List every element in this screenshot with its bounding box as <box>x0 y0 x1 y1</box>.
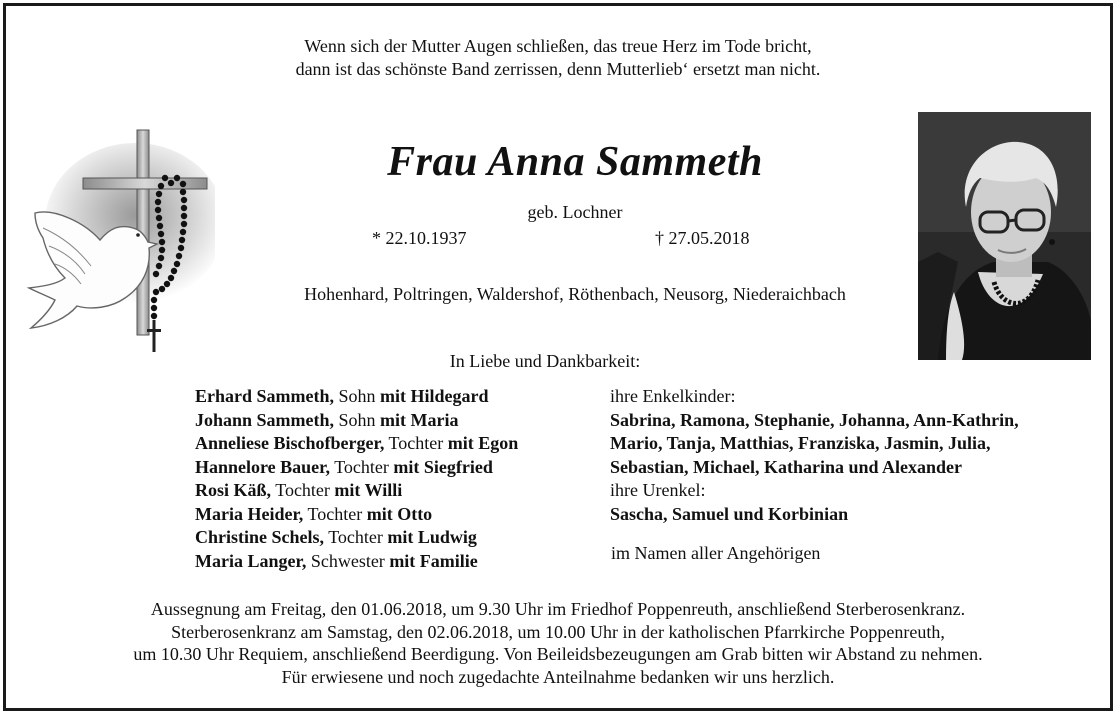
family-relation: Sohn <box>334 386 381 406</box>
grandchildren-line-1 <box>610 409 1019 433</box>
family-name: Hannelore Bauer, <box>195 456 331 477</box>
service-line-4: Für erwiesene und noch zugedachte Anteilnahme bedanken wir uns herzlich. <box>281 666 835 687</box>
list-item <box>195 526 518 550</box>
family-partner: mit Willi <box>334 480 403 500</box>
family-partner: mit Ludwig <box>387 527 477 547</box>
family-relation: Tochter <box>330 456 394 477</box>
motto <box>0 35 1116 81</box>
grandchildren-names: Sabrina, Ramona, Stephanie, Johanna, Ann-Kathrin, <box>610 409 1019 430</box>
grandchildren-names: Sebastian, Michael, Katharina und Alexander <box>610 456 963 477</box>
mourners-intro: In Liebe und Dankbarkeit: <box>449 351 641 371</box>
portrait-photo <box>918 112 1091 360</box>
grandchildren-line-3 <box>610 456 1019 480</box>
family-relation: Tochter <box>271 480 335 500</box>
family-name: Rosi Käß, <box>195 480 272 500</box>
grandchildren-line-2 <box>610 432 1019 456</box>
greatgrandchildren-names: Sascha, Samuel und Korbinian <box>610 503 849 524</box>
list-item <box>195 550 518 574</box>
list-item <box>195 432 518 456</box>
family-list <box>195 385 518 573</box>
family-partner: mit Hildegard <box>380 386 489 406</box>
service-line-1: Aussegnung am Freitag, den 01.06.2018, um 9.30 Uhr im Friedhof Poppenreuth, anschließend Sterberosenkranz. <box>150 599 966 619</box>
list-item <box>195 479 518 503</box>
family-partner: mit Familie <box>389 550 478 571</box>
list-item <box>195 409 518 433</box>
closing-note: im Namen aller Angehörigen <box>611 543 821 563</box>
maiden-name: geb. Lochner <box>527 202 623 222</box>
grandchildren-list <box>610 385 1019 526</box>
grandchildren-names: Mario, Tanja, Matthias, Franziska, Jasmin, Julia, <box>610 433 991 453</box>
deceased-name: Frau Anna Sammeth <box>387 139 763 185</box>
motto-line-1: Wenn sich der Mutter Augen schließen, das treue Herz im Tode bricht, <box>304 36 812 56</box>
family-relation: Schwester <box>306 550 390 571</box>
grandchildren-label: ihre Enkelkinder: <box>610 386 736 406</box>
places-of-life: Hohenhard, Poltringen, Waldershof, Röthenbach, Neusorg, Niederaichbach <box>304 284 846 304</box>
family-partner: mit Siegfried <box>393 456 493 477</box>
family-name: Anneliese Bischofberger, <box>195 433 385 453</box>
motto-line-2: dann ist das schönste Band zerrissen, denn Mutterlieb‘ ersetzt man nicht. <box>295 59 821 79</box>
service-line-2: Sterberosenkranz am Samstag, den 02.06.2018, um 10.00 Uhr in der katholischen Pfarrkirche Poppenreuth, <box>171 621 945 642</box>
family-relation: Tochter <box>384 433 448 453</box>
list-item <box>195 503 518 527</box>
list-item <box>195 456 518 480</box>
family-name: Erhard Sammeth, <box>195 386 334 406</box>
family-relation: Sohn <box>334 409 381 430</box>
dove-cross-rosary-icon <box>25 128 215 358</box>
family-partner: mit Egon <box>447 433 519 453</box>
greatgrandchildren-line <box>610 503 1019 527</box>
family-relation: Tochter <box>324 527 388 547</box>
family-partner: mit Otto <box>366 503 433 524</box>
family-partner: mit Maria <box>380 409 459 430</box>
family-name: Maria Heider, <box>195 503 304 524</box>
death-date: † 27.05.2018 <box>655 228 750 248</box>
birth-date: * 22.10.1937 <box>372 228 467 248</box>
list-item <box>195 385 518 409</box>
greatgrandchildren-label: ihre Urenkel: <box>610 480 706 500</box>
service-line-3: um 10.30 Uhr Requiem, anschließend Beerdigung. Von Beileidsbezeugungen am Grab bitten wir Abstand zu nehmen. <box>133 644 983 664</box>
family-relation: Tochter <box>303 503 367 524</box>
service-info <box>0 598 1116 688</box>
family-name: Johann Sammeth, <box>195 409 335 430</box>
family-name: Maria Langer, <box>195 550 307 571</box>
family-name: Christine Schels, <box>195 527 325 547</box>
